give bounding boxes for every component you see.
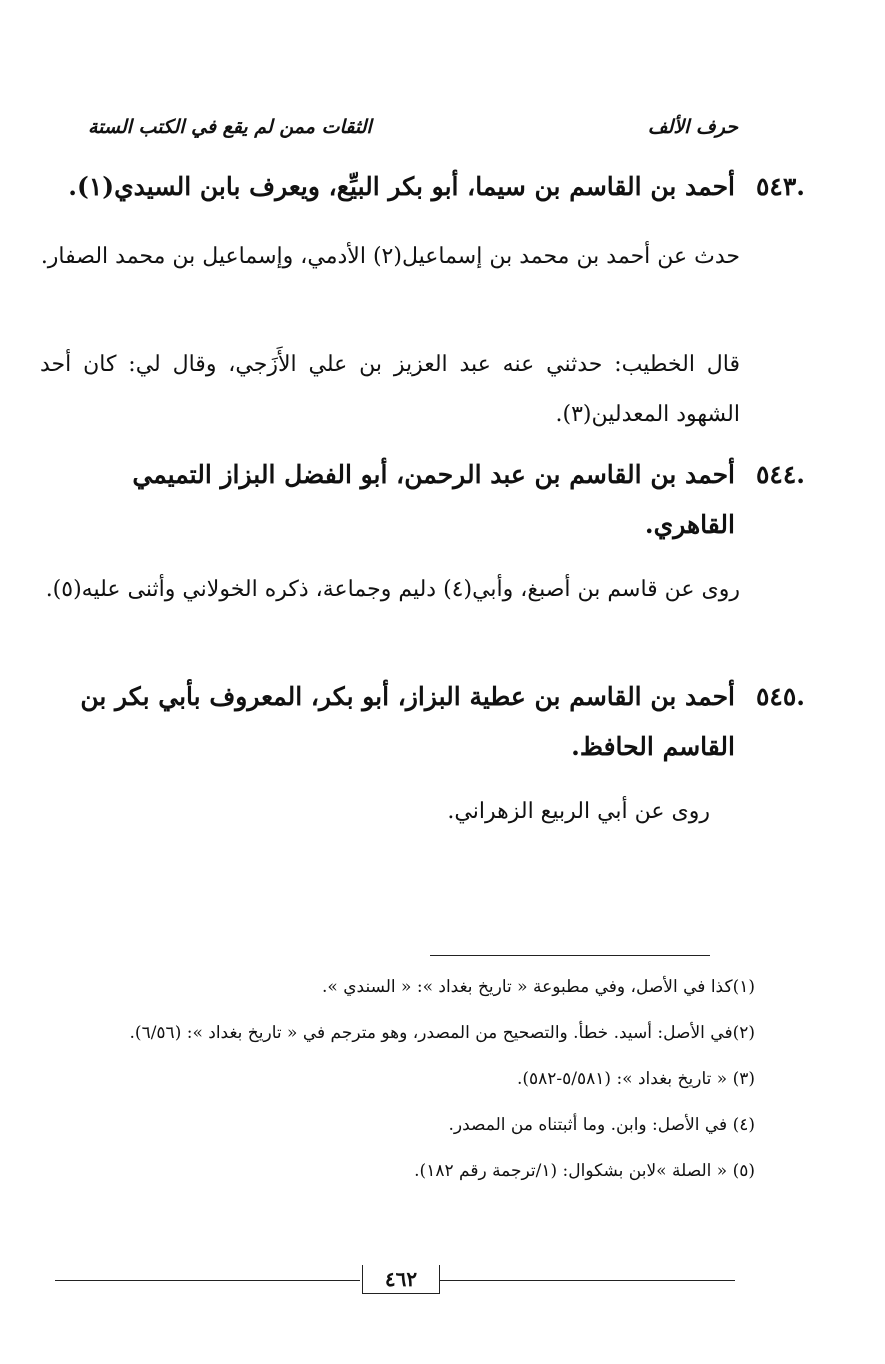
entry-paragraph: روى عن أبي الربيع الزهراني. <box>447 799 710 824</box>
entry-paragraph: روى عن قاسم بن أصبغ، وأبي(٤) دليم وجماعة، ذكره الخولاني وأثنى عليه(٥). <box>45 577 740 602</box>
entry-paragraph: حدث عن أحمد بن محمد بن إسماعيل(٢) الأدمي، وإسماعيل بن محمد الصفار. <box>40 244 740 269</box>
entry-number: ٥٤٣. <box>755 172 805 201</box>
entry-title: أحمد بن القاسم بن عطية البزاز، أبو بكر، المعروف بأبي بكر بن القاسم الحافظ. <box>80 682 735 761</box>
footnote: (٢)في الأصل: أسيد. خطأ. والتصحيح من المصدر، وهو مترجم في « تاريخ بغداد »: (٦/٥٦). <box>129 1023 755 1043</box>
footnote: (٣) « تاريخ بغداد »: (٥/٥٨١-٥٨٢). <box>516 1069 755 1089</box>
header-chapter: حرف الألف <box>647 116 738 138</box>
header-book-title: الثقات ممن لم يقع في الكتب الستة <box>88 116 372 138</box>
footnote: (٥) « الصلة »لابن بشكوال: (١/ترجمة رقم ١٨٢). <box>414 1161 755 1181</box>
footnote: (٤) في الأصل: وابن. وما أثبتناه من المصدر. <box>448 1115 755 1135</box>
entry-number: ٥٤٤. <box>755 460 805 489</box>
entry-paragraph: قال الخطيب: حدثني عنه عبد العزيز بن علي الأَزَجي، وقال لي: كان أحد الشهود المعدلين(٣). <box>40 352 740 427</box>
footer-rule-left <box>55 1280 360 1281</box>
footer-rule-right <box>440 1280 735 1281</box>
footnote-divider <box>430 955 710 956</box>
footnote: (١)كذا في الأصل، وفي مطبوعة « تاريخ بغداد »: « السندي ». <box>322 977 755 997</box>
entry-number: ٥٤٥. <box>755 682 805 711</box>
entry-title: أحمد بن القاسم بن عبد الرحمن، أبو الفضل البزاز التميمي القاهري. <box>132 460 735 539</box>
footnotes <box>25 970 755 1200</box>
page-number: ٤٦٢ <box>362 1265 440 1294</box>
entry-title: أحمد بن القاسم بن سيما، أبو بكر البيِّع، ويعرف بابن السيدي(١). <box>68 172 735 201</box>
